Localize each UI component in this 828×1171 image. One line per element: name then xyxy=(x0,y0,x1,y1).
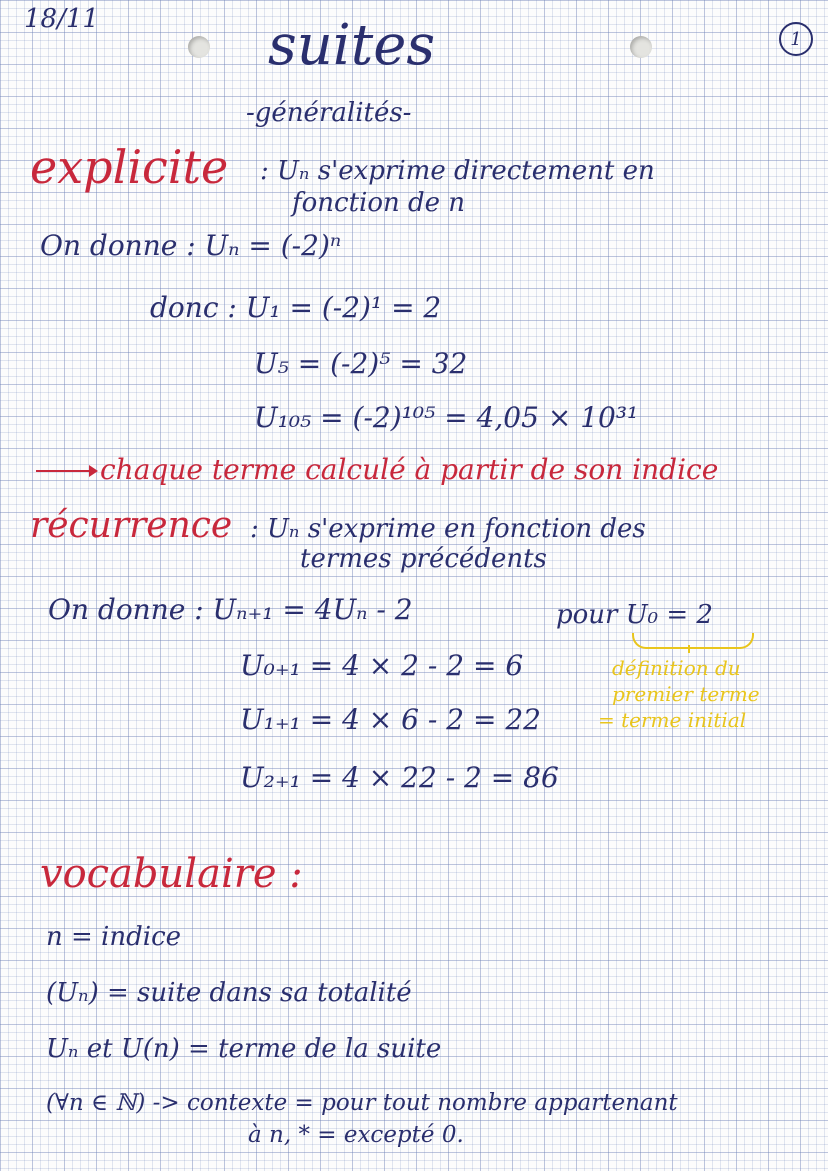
explicite-conclusion: chaque terme calculé à partir de son indice xyxy=(100,453,719,486)
recurrence-example: U₁₊₁ = 4 × 6 - 2 = 22 xyxy=(240,703,541,736)
explicite-definition: : Uₙ s'exprime directement en xyxy=(260,156,655,186)
explicite-example: donc : U₁ = (-2)¹ = 2 xyxy=(150,291,442,324)
explicite-example: U₅ = (-2)⁵ = 32 xyxy=(254,347,468,380)
vocab-item: Uₙ et U(n) = terme de la suite xyxy=(46,1034,442,1064)
recurrence-definition: : Uₙ s'exprime en fonction des xyxy=(250,514,646,544)
recurrence-heading: récurrence xyxy=(30,505,233,546)
explicite-given: On donne : Uₙ = (-2)ⁿ xyxy=(40,229,342,262)
recurrence-example: U₀₊₁ = 4 × 2 - 2 = 6 xyxy=(240,649,524,682)
note: = terme initial xyxy=(598,708,747,732)
recurrence-initial: pour U₀ = 2 xyxy=(556,600,713,630)
explicite-heading: explicite xyxy=(30,140,229,194)
vocab-item-cont: à n, * = excepté 0. xyxy=(248,1122,464,1148)
date: 18/11 xyxy=(24,4,99,34)
binder-hole xyxy=(188,36,210,58)
binder-hole xyxy=(630,36,652,58)
brace-icon xyxy=(632,633,754,649)
vocab-item: (∀n ∈ ℕ) -> contexte = pour tout nombre appartenant xyxy=(46,1090,678,1116)
recurrence-given: On donne : Uₙ₊₁ = 4Uₙ - 2 xyxy=(48,593,413,626)
page-subtitle: -généralités- xyxy=(246,98,412,128)
explicite-definition-cont: fonction de n xyxy=(292,188,466,218)
recurrence-definition-cont: termes précédents xyxy=(300,544,547,574)
vocab-item: n = indice xyxy=(46,922,182,952)
page-number: 1 xyxy=(779,22,813,56)
note: premier terme xyxy=(612,682,760,706)
note: définition du xyxy=(612,656,741,680)
vocabulaire-heading: vocabulaire : xyxy=(40,851,303,897)
recurrence-example: U₂₊₁ = 4 × 22 - 2 = 86 xyxy=(240,761,559,794)
explicite-example: U₁₀₅ = (-2)¹⁰⁵ = 4,05 × 10³¹ xyxy=(254,401,639,434)
arrow-icon xyxy=(36,470,92,472)
page-title: suites xyxy=(268,13,436,78)
vocab-item: (Uₙ) = suite dans sa totalité xyxy=(46,978,412,1008)
